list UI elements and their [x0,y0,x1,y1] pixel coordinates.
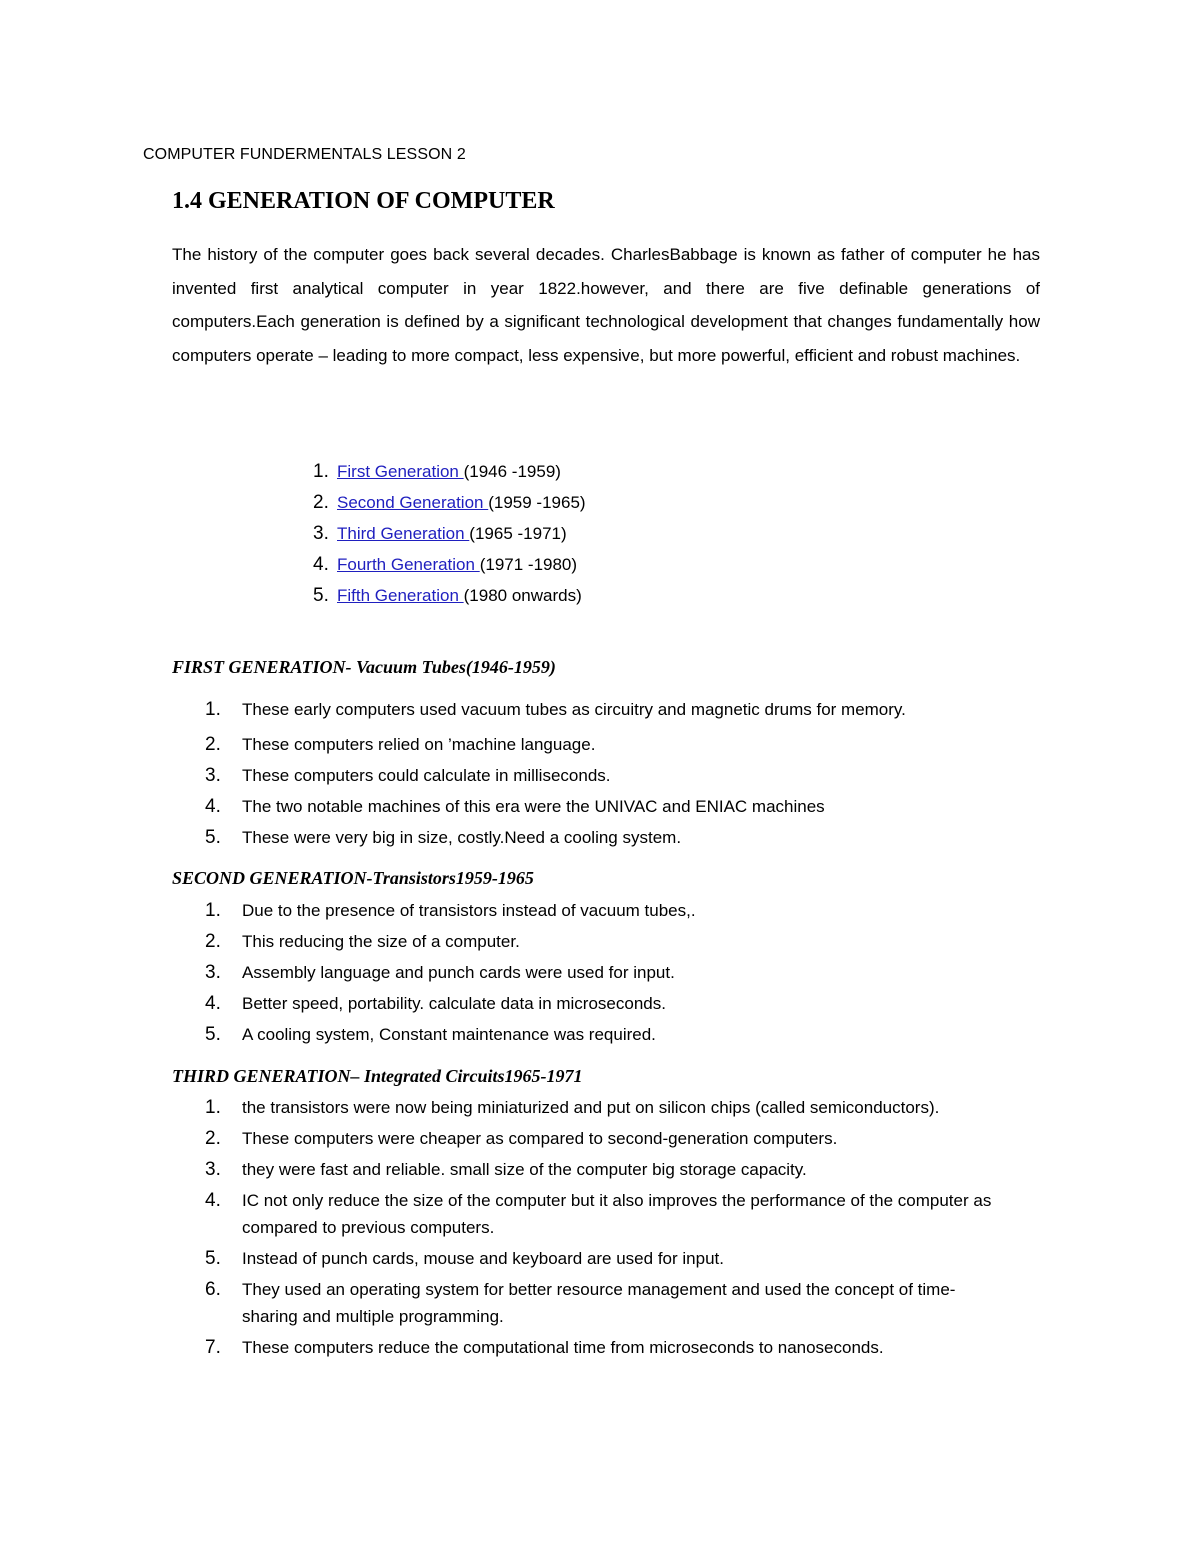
list-item [205,793,906,820]
list-item [205,696,906,723]
list-number: 3. [205,765,221,786]
generation-item [313,487,586,518]
list-item-text: they were fast and reliable. small size of the computer big storage capacity. [242,1160,807,1179]
generation-item [313,580,586,611]
list-number: 4. [205,1190,221,1211]
list-item [205,928,696,955]
list-item [205,897,696,924]
list-number: 5. [313,585,329,606]
first-generation-heading: FIRST GENERATION- Vacuum Tubes(1946-1959) [172,657,556,677]
list-item-text: These early computers used vacuum tubes as circuitry and magnetic drums for memory. [242,700,906,719]
first-generation-facts [205,696,906,855]
list-item-text: These computers reduce the computational time from microseconds to nanoseconds. [242,1338,884,1357]
list-number: 2. [205,734,221,755]
list-item-text: These computers relied on ’machine language. [242,735,596,754]
list-item [205,1245,1005,1272]
list-item [205,1021,696,1048]
second-generation-facts [205,897,696,1052]
first-generation-link[interactable]: First Generation [337,462,464,481]
list-item-text: These computers could calculate in milliseconds. [242,766,611,785]
list-number: 1. [205,900,221,921]
generation-range: (1980 onwards) [463,586,582,605]
generation-range: (1971 -1980) [479,555,578,574]
list-item [205,1094,1005,1121]
list-item-text: The two notable machines of this era were the UNIVAC and ENIAC machines [242,797,825,816]
list-number: 3. [205,1159,221,1180]
list-number: 2. [313,492,329,513]
third-generation-link[interactable]: Third Generation [337,524,470,543]
list-item [205,1125,1005,1152]
second-generation-link[interactable]: Second Generation [337,493,489,512]
list-item [205,762,906,789]
list-number: 2. [205,931,221,952]
section-title: 1.4 GENERATION OF COMPUTER [172,188,555,214]
list-item-text: Assembly language and punch cards were used for input. [242,963,675,982]
third-generation-heading: THIRD GENERATION– Integrated Circuits1965-1971 [172,1066,583,1086]
list-item [205,1187,1005,1241]
list-item [205,1276,1005,1330]
second-generation-heading: SECOND GENERATION-Transistors1959-1965 [172,868,534,888]
list-item-text: Better speed, portability. calculate data in microseconds. [242,994,666,1013]
list-number: 3. [205,962,221,983]
list-item [205,1156,1005,1183]
fourth-generation-link[interactable]: Fourth Generation [337,555,480,574]
generation-item [313,549,586,580]
list-number: 1. [205,699,221,720]
list-number: 5. [205,827,221,848]
list-item [205,731,906,758]
generation-range: (1946 -1959) [463,462,561,481]
list-number: 4. [205,993,221,1014]
list-item [205,824,906,851]
generation-range: (1959 -1965) [488,493,586,512]
list-number: 4. [313,554,329,575]
list-item-text: These were very big in size, costly.Need a cooling system. [242,828,682,847]
list-number: 5. [205,1024,221,1045]
list-item-text: They used an operating system for better resource management and used the concept of time-sharing and multiple programming. [242,1280,956,1326]
list-number: 5. [205,1248,221,1269]
fifth-generation-link[interactable]: Fifth Generation [337,586,464,605]
list-number: 1. [313,461,329,482]
list-item-text: IC not only reduce the size of the computer but it also improves the performance of the computer as compared to previous computers. [242,1191,992,1237]
list-item-text: A cooling system, Constant maintenance was required. [242,1025,656,1044]
list-number: 6. [205,1279,221,1300]
list-item [205,959,696,986]
list-item-text: the transistors were now being miniaturized and put on silicon chips (called semiconductors). [242,1098,940,1117]
list-number: 3. [313,523,329,544]
list-item-text: Due to the presence of transistors instead of vacuum tubes,. [242,901,696,920]
intro-paragraph: The history of the computer goes back several decades. CharlesBabbage is known as father of computer he has invented first analytical computer in year 1822.however, and there are five definable generations of computers.Each generation is defined by a significant technological development that changes fundamentally how computers operate – leading to more compact, less expensive, but more powerful, efficient and robust machines. [172,245,1040,366]
list-number: 2. [205,1128,221,1149]
generations-list [313,456,586,611]
generation-item [313,518,586,549]
list-item-text: These computers were cheaper as compared to second-generation computers. [242,1129,838,1148]
third-generation-facts [205,1094,1005,1365]
list-number: 7. [205,1337,221,1358]
list-item [205,990,696,1017]
list-item [205,1334,1005,1361]
list-item-text: Instead of punch cards, mouse and keyboard are used for input. [242,1249,724,1268]
list-item-text: This reducing the size of a computer. [242,932,520,951]
generation-item [313,456,586,487]
list-number: 4. [205,796,221,817]
list-number: 1. [205,1097,221,1118]
generation-range: (1965 -1971) [469,524,567,543]
lesson-header: COMPUTER FUNDERMENTALS LESSON 2 [143,146,466,163]
